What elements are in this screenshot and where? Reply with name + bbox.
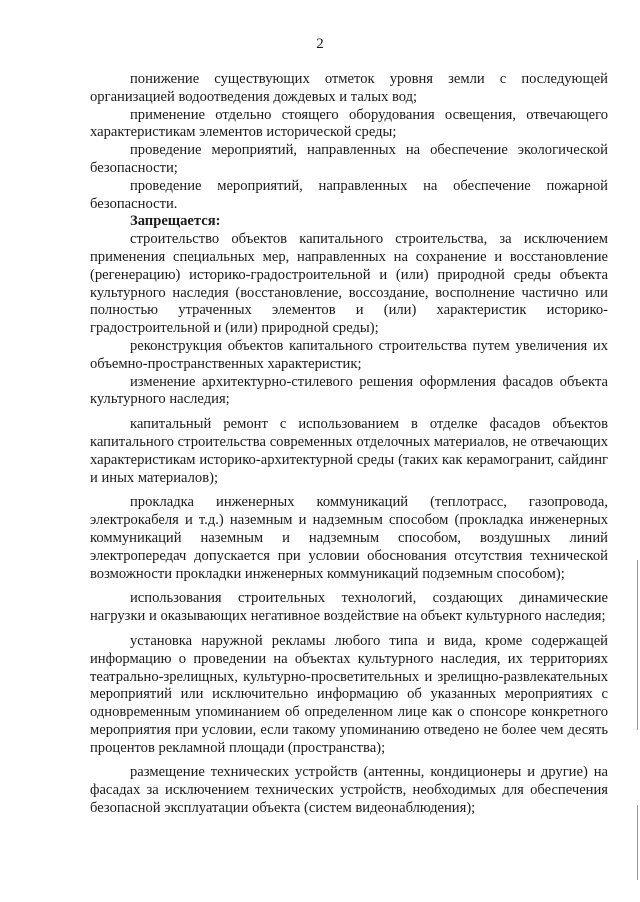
paragraph-13: размещение технических устройств (антенны, кондиционеры и другие) на фасадах за исключением технических устройств, необходимых для обеспечения безопасной эксплуатации объекта (систем видеонаблюдения); (90, 764, 608, 817)
paragraph-1: понижение существующих отметок уровня земли с последующей организацией водоотведения дождевых и талых вод; (90, 71, 608, 105)
paragraph-8: изменение архитектурно-стилевого решения оформления фасадов объекта культурного наследия; (90, 373, 608, 408)
paragraph-9: капитальный ремонт с использованием в отделке фасадов объектов капитального строительства современных отделочных материалов, не отвечающих характеристикам историко-архитектурной среды (таких как керамогранит, сайдинг и иных материалов); (90, 416, 608, 486)
paragraph-11: использования строительных технологий, создающих динамические нагрузки и оказывающих негативное воздействие на объект культурного наследия; (90, 590, 608, 625)
paragraph-7: реконструкция объектов капитального строительства путем увеличения их объемно-пространственных характеристик; (90, 337, 608, 372)
section-heading-prohibited: Запрещается: (130, 213, 221, 230)
paragraph-12: установка наружной рекламы любого типа и вида, кроме содержащей информацию о проведении на объектах культурного наследия, их территориях театрально-зрелищных, культурно-просветительных и зрелищно-развлекательных мероприятий или исключительно информацию об указанных мероприятиях с одновременным упоминанием об определенном лице как о спонсоре конкретного мероприятия при условии, если такому упоминанию отведено не более чем десять процентов рекламной площади (пространства); (90, 632, 608, 756)
paragraph-3: проведение мероприятий, направленных на обеспечение экологической безопасности; (90, 142, 608, 176)
scan-edge-line (637, 560, 638, 730)
paragraph-10: прокладка инженерных коммуникаций (теплотрасс, газопровода, электрокабеля и т.д.) наземным и надземным способом (прокладка инженерных коммуникаций наземным и надземным способом, воздушных линий электропередач допускается при условии обоснования отсутствия технической возможности прокладки инженерных коммуникаций подземным способом); (90, 494, 608, 582)
paragraph-4: проведение мероприятий, направленных на обеспечение пожарной безопасности. (90, 177, 608, 212)
paragraph-2: применение отдельно стоящего оборудования освещения, отвечающего характеристикам элементов исторической среды; (90, 106, 608, 141)
page-number: 2 (316, 36, 324, 52)
scan-edge-line (637, 805, 638, 880)
paragraph-6: строительство объектов капитального строительства, за исключением применения специальных мер, направленных на сохранение и восстановление (регенерацию) историко-градостроительной и (или) природной среды объекта культурного наследия (восстановление, воссоздание, восполнение частично или полностью утраченных элементов и (или) характеристик историко-градостроительной и (или) природной среды); (90, 231, 608, 337)
document-body (90, 71, 608, 818)
